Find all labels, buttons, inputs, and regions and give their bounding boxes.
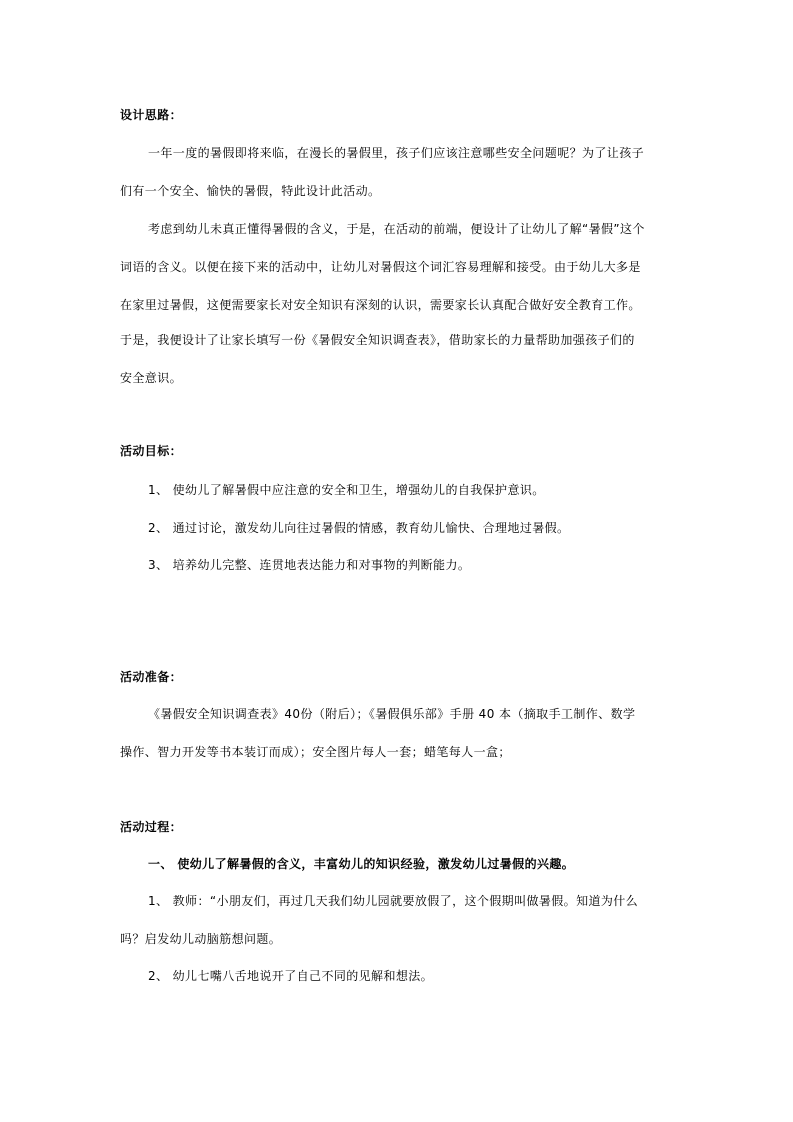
process-item-1-line-2: 吗？启发幼儿动脑筋想问题。 xyxy=(120,932,282,946)
process-item-1-line-1: 1、 教师：“小朋友们，再过几天我们幼儿园就要放假了，这个假期叫做暑假。知道为什么 xyxy=(148,894,639,908)
process-section-1-title: 一、 使幼儿了解暑假的含义，丰富幼儿的知识经验，激发幼儿过暑假的兴趣。 xyxy=(148,857,575,871)
process-item-2: 2、 幼儿七嘴八舌地说开了自己不同的见解和想法。 xyxy=(148,969,434,983)
design-paragraph-2-line-2: 词语的含义。以便在接下来的活动中，让幼儿对暑假这个词汇容易理解和接受。由于幼儿大多是 xyxy=(120,260,641,274)
goal-item-1: 1、 使幼儿了解暑假中应注意的安全和卫生，增强幼儿的自我保护意识。 xyxy=(148,483,545,497)
goal-item-2: 2、 通过讨论，激发幼儿向往过暑假的情感，教育幼儿愉快、合理地过暑假。 xyxy=(148,521,570,535)
prep-line-1: 《暑假安全知识调查表》40份（附后）；《暑假俱乐部》手册 40 本（摘取手工制作、数学 xyxy=(148,707,636,721)
design-heading: 设计思路： xyxy=(120,108,183,122)
prep-line-2: 操作、智力开发等书本装订而成）；安全图片每人一套；蜡笔每人一盒； xyxy=(120,745,511,759)
prep-heading: 活动准备： xyxy=(120,670,183,684)
design-paragraph-2-line-1: 考虑到幼儿未真正懂得暑假的含义，于是，在活动的前端，便设计了让幼儿了解“暑假”这个 xyxy=(148,222,645,236)
goals-heading: 活动目标： xyxy=(120,444,183,458)
process-heading: 活动过程： xyxy=(120,820,183,834)
design-paragraph-1-line-1: 一年一度的暑假即将来临，在漫长的暑假里，孩子们应该注意哪些安全问题呢？为了让孩子 xyxy=(148,146,645,160)
design-paragraph-2-line-4: 于是，我便设计了让家长填写一份《暑假安全知识调查表》，借助家长的力量帮助加强孩子们的 xyxy=(120,333,635,347)
design-paragraph-1-line-2: 们有一个安全、愉快的暑假，特此设计此活动。 xyxy=(120,184,381,198)
design-paragraph-2-line-5: 安全意识。 xyxy=(120,371,183,385)
design-paragraph-2-line-3: 在家里过暑假，这便需要家长对安全知识有深刻的认识，需要家长认真配合做好安全教育工作。 xyxy=(120,298,641,312)
goal-item-3: 3、 培养幼儿完整、连贯地表达能力和对事物的判断能力。 xyxy=(148,558,471,572)
